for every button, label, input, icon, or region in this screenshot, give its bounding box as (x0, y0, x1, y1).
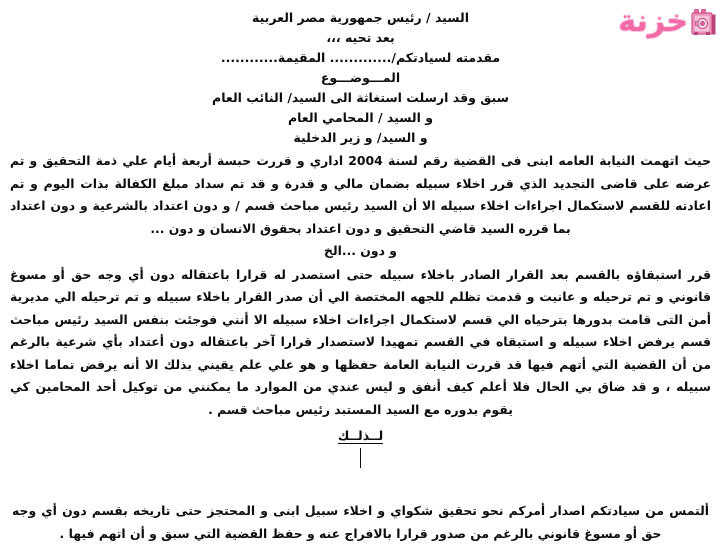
recipient-line-attorney-general: سبق وقد ارسلت استغاثة الى السيد/ النائب العام (212, 90, 509, 105)
closing-paragraph: ألتمس من سيادتكم اصدار أمركم نحو تحقيق شكواي و اخلاء سبيل ابنى و المحتجز حتى تاريخه بقسم دون أي وجه حق أو مسوغ قانوني بالرغم من صدور قرارا بالافراج عنه و حفظ القضية التي سبق و أن اتهم فيها . (12, 503, 709, 541)
brand-logo-text: خزنة (618, 4, 688, 39)
body-paragraph-1-tail: و دون ...الخ (324, 243, 397, 258)
body-paragraph-1: حيث اتهمت النيابة العامه ابنى فى القضية رقم لسنة 2004 اداري و قررت حبسة أربعة أيام علي ذمة التحقيق و تم عرضه على قاضى التجديد الذي قرر اخلاء سبيله بضمان مالي و قدرة و قد تم سداد مبلغ الكفالة بذات اليوم و تم اعادته للقسم لاستكمال اجراءات اخلاء سبيله الا أن السيد رئيس مباحث قسم / و دون اعتداد بالشرعية و دون اعتداد بما قرره السيد قاضي التحقيق و دون اعتداد بحقوق الانسان و دون ... (10, 153, 711, 236)
recipient-line-public-lawyer: و السيد / المحامي العام (287, 110, 434, 125)
text-cursor[interactable] (360, 448, 361, 468)
addressee-header (0, 4, 721, 148)
therefore-heading: لــذلــك (337, 428, 384, 443)
text-cursor-wrap (0, 448, 721, 470)
recipient-line-interior-minister: و السيد/ و زير الدخلية (293, 130, 428, 145)
body-paragraph-2: قرر استبقاؤه بالقسم بعد القرار الصادر باخلاء سبيله حتى استصدر له قرارا باعتقاله دون أي وجه حق أو مسوغ قانوني و تم ترحيله و عانيت و قدمت تظلم للجهه المختصة الي أن صدر القرار باخلاء سبيله و تم ترحيله الي مديرية أمن التى قامت بدورها بترحياه الي قسم لاستكمال اجراءات اخلاء سبيله الا أنني فوجئت بنفس السيد رئيس مباحث قسم يرفض اخلاء سبيله و استبقاه في القسم تمهيدا لاستصدار قرارا آخر باعتقاله دون أعتداد بأي شرعية بالرغم من أن القضية التي أتهم فيها قد قررت النيابة العامة حفظها و هو علي علم يقيني بذلك الا أنه يرفض تماما اخلاء سبيله ، و قد ضاق بي الحال فلا أعلم كيف أنفق و ليس عندي من الموارد ما يمكنني من توكيل أحد المحامين كي يقوم بدوره مع السيد المستبد رئيس مباحث قسم . (10, 266, 711, 417)
subject-label: المـــوضـــوع (320, 70, 401, 85)
complaint-body (0, 150, 721, 421)
closing-request (0, 500, 721, 545)
addressee-line-greeting: بعد تحيه ،،، (326, 30, 395, 45)
addressee-line-president: السيد / رئيس جمهورية مصر العربية (252, 10, 469, 25)
addressee-line-submitter: مقدمته لسيادتكم/............. المقيمة............ (220, 50, 501, 65)
therefore-heading-wrap (0, 425, 721, 444)
